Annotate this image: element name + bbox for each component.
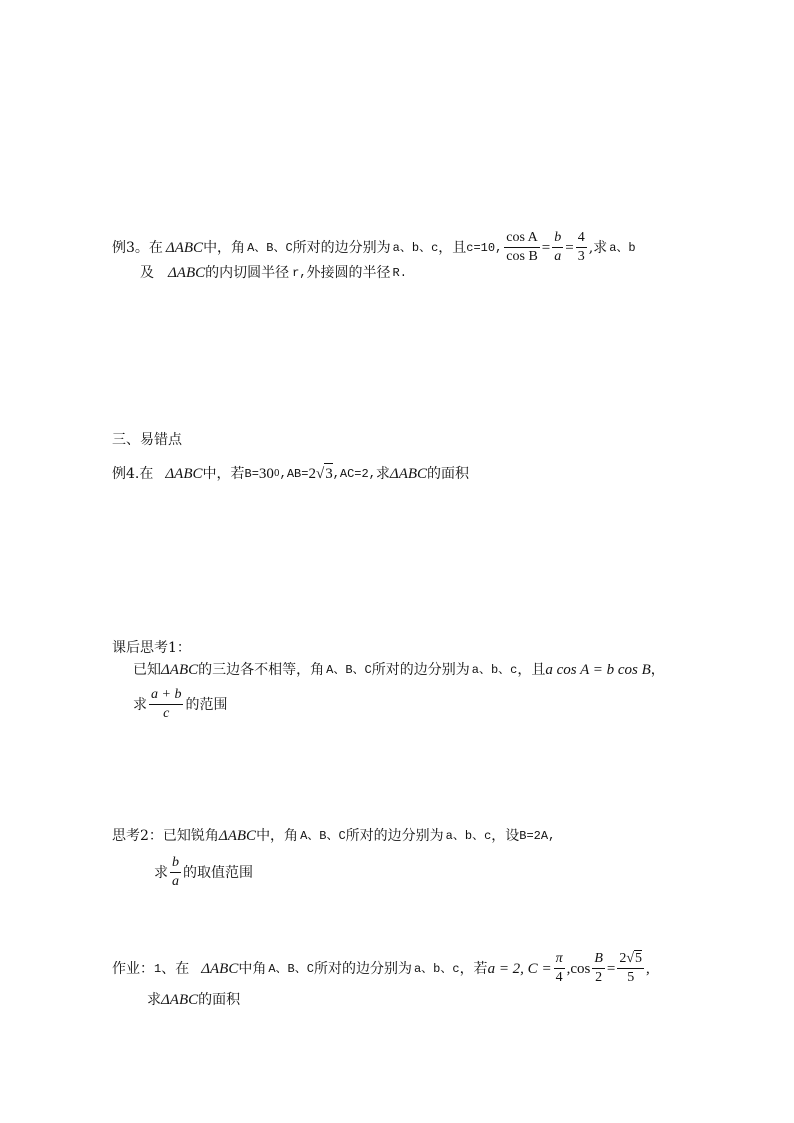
equation: a cos A = b cos B	[545, 662, 651, 678]
text: 中，若	[202, 465, 245, 482]
triangle-abc: ΔABC	[389, 465, 428, 482]
text: 求	[133, 696, 147, 713]
denominator: cos B	[506, 249, 538, 264]
text: 求	[147, 992, 161, 1008]
r-label: r,	[292, 266, 307, 280]
example-4-line	[112, 463, 469, 484]
numerator: π	[554, 952, 565, 969]
section-title: 三、易错点	[112, 432, 182, 448]
comma: ,	[646, 960, 650, 977]
text: 、在	[161, 960, 190, 977]
denominator: 2	[595, 970, 603, 985]
ab-label: a、b	[609, 240, 636, 255]
text: ，设	[491, 828, 520, 844]
triangle-abc: ΔABC	[161, 992, 199, 1008]
condition: B=2A,	[519, 829, 556, 843]
example-3-lead: 例3。在	[112, 239, 163, 256]
coef-2: 2	[308, 465, 316, 482]
example-3-line-2	[140, 263, 407, 283]
cos-label: ,cos	[566, 960, 591, 977]
text: 的取值范围	[183, 864, 253, 881]
sqrt-5: 5	[635, 951, 643, 966]
text: 求	[375, 465, 390, 482]
text: 求	[154, 864, 168, 881]
denominator: 4	[555, 970, 563, 985]
b-eq: B=	[244, 466, 259, 481]
fraction-pi-4	[554, 952, 565, 985]
text: 中，角	[203, 239, 246, 256]
angles-label: A、B、C	[268, 961, 314, 976]
denominator: 3	[577, 249, 585, 264]
angles-label: A、B、C	[247, 240, 293, 255]
triangle-abc: ΔABC	[165, 239, 204, 256]
text: 已知	[133, 662, 161, 678]
sqrt-3: 3	[324, 463, 333, 484]
numerator: b	[170, 856, 181, 873]
sqrt-sign: √	[315, 465, 325, 482]
text: 的范围	[185, 696, 228, 713]
triangle-abc: ΔABC	[218, 828, 257, 844]
text: 所对的边分别为	[313, 960, 412, 977]
homework-lead: 作业：	[112, 960, 154, 977]
coef-2: 2	[619, 951, 627, 966]
triangle-abc: ΔABC	[165, 465, 203, 482]
text: 的面积	[198, 992, 241, 1008]
numerator: a + b	[149, 688, 183, 705]
numerator: B	[592, 952, 605, 969]
text: ，若	[459, 960, 488, 977]
a-eq-c-eq: a = 2, C =	[487, 960, 552, 977]
text: 所对的边分别为	[371, 662, 470, 678]
fraction-cosA-cosB	[504, 231, 540, 264]
fraction-4-3	[576, 231, 587, 264]
example-4-lead: 例4.在	[112, 465, 154, 482]
sides-label: a、b、c	[392, 240, 439, 255]
text: 所对的边分别为	[345, 828, 444, 844]
numerator: 4	[576, 231, 587, 248]
homework-line-1	[112, 952, 650, 985]
text: 所对的边分别为	[292, 239, 391, 256]
triangle-abc: ΔABC	[161, 662, 199, 678]
text: ，且	[438, 239, 467, 256]
fraction-b-a	[170, 856, 181, 889]
text: 的三边各不相等，角	[198, 662, 325, 678]
think-1-title-text: 课后思考1：	[112, 640, 191, 656]
sides-label: a、b、c	[445, 829, 492, 843]
denominator: c	[163, 706, 170, 721]
numerator: b	[552, 231, 563, 248]
homework-line-2	[147, 990, 240, 1010]
denominator: 5	[627, 970, 635, 985]
numerator	[617, 952, 644, 969]
think-1-line-2	[133, 688, 227, 721]
think-1-title	[112, 638, 191, 658]
equals: =	[606, 960, 616, 977]
R-label: R.	[392, 266, 407, 280]
denominator: a	[172, 874, 179, 889]
text: 的内切圆半径	[205, 265, 290, 281]
triangle-abc: ΔABC	[168, 265, 206, 281]
text: 及	[140, 265, 154, 281]
text: 中角	[238, 960, 267, 977]
denominator: a	[554, 249, 562, 264]
sides-label: a、b、c	[413, 961, 460, 976]
angles-label: A、B、C	[326, 663, 372, 677]
think-1-line-1	[133, 660, 665, 680]
example-3-line-1: 例3。在 ΔABC 中，角 A、B、C 所对的边分别为 a、b、c ，且 c=10, $\frac{\text{cos A}}{\text{cos B}}$ = $\frac{b}{a}$ = $\frac{4}{3}$ ,求 a、b	[112, 230, 636, 264]
ac-eq: ,AC=2,	[332, 466, 376, 481]
think-2-line-1	[112, 826, 555, 846]
numerator: cos A	[504, 231, 540, 248]
angle-30: 30	[258, 465, 274, 482]
section-3-heading	[112, 430, 182, 450]
fraction-b-a	[552, 231, 563, 264]
fraction-B-2	[592, 952, 605, 985]
c-value: c=10,	[466, 240, 503, 255]
angles-label: A、B、C	[300, 829, 346, 843]
text: 外接圆的半径	[306, 265, 391, 281]
triangle-abc: ΔABC	[201, 960, 239, 977]
ab-eq: ,AB=	[279, 466, 309, 481]
text: 的面积	[427, 465, 470, 482]
text: ，且	[517, 662, 546, 678]
degree-sup: 0	[273, 468, 280, 479]
sides-label: a、b、c	[471, 663, 518, 677]
sqrt-sign: √	[626, 951, 635, 966]
text: ,求	[588, 239, 608, 256]
fraction-aplusb-c	[149, 688, 183, 721]
text: ，	[650, 662, 665, 678]
homework-number: 1	[154, 961, 162, 976]
think-2-line-2	[154, 856, 253, 889]
text: 中，角	[256, 828, 299, 844]
think-2-lead: 思考2：已知锐角	[112, 828, 219, 844]
fraction-2sqrt5-5	[617, 952, 644, 985]
